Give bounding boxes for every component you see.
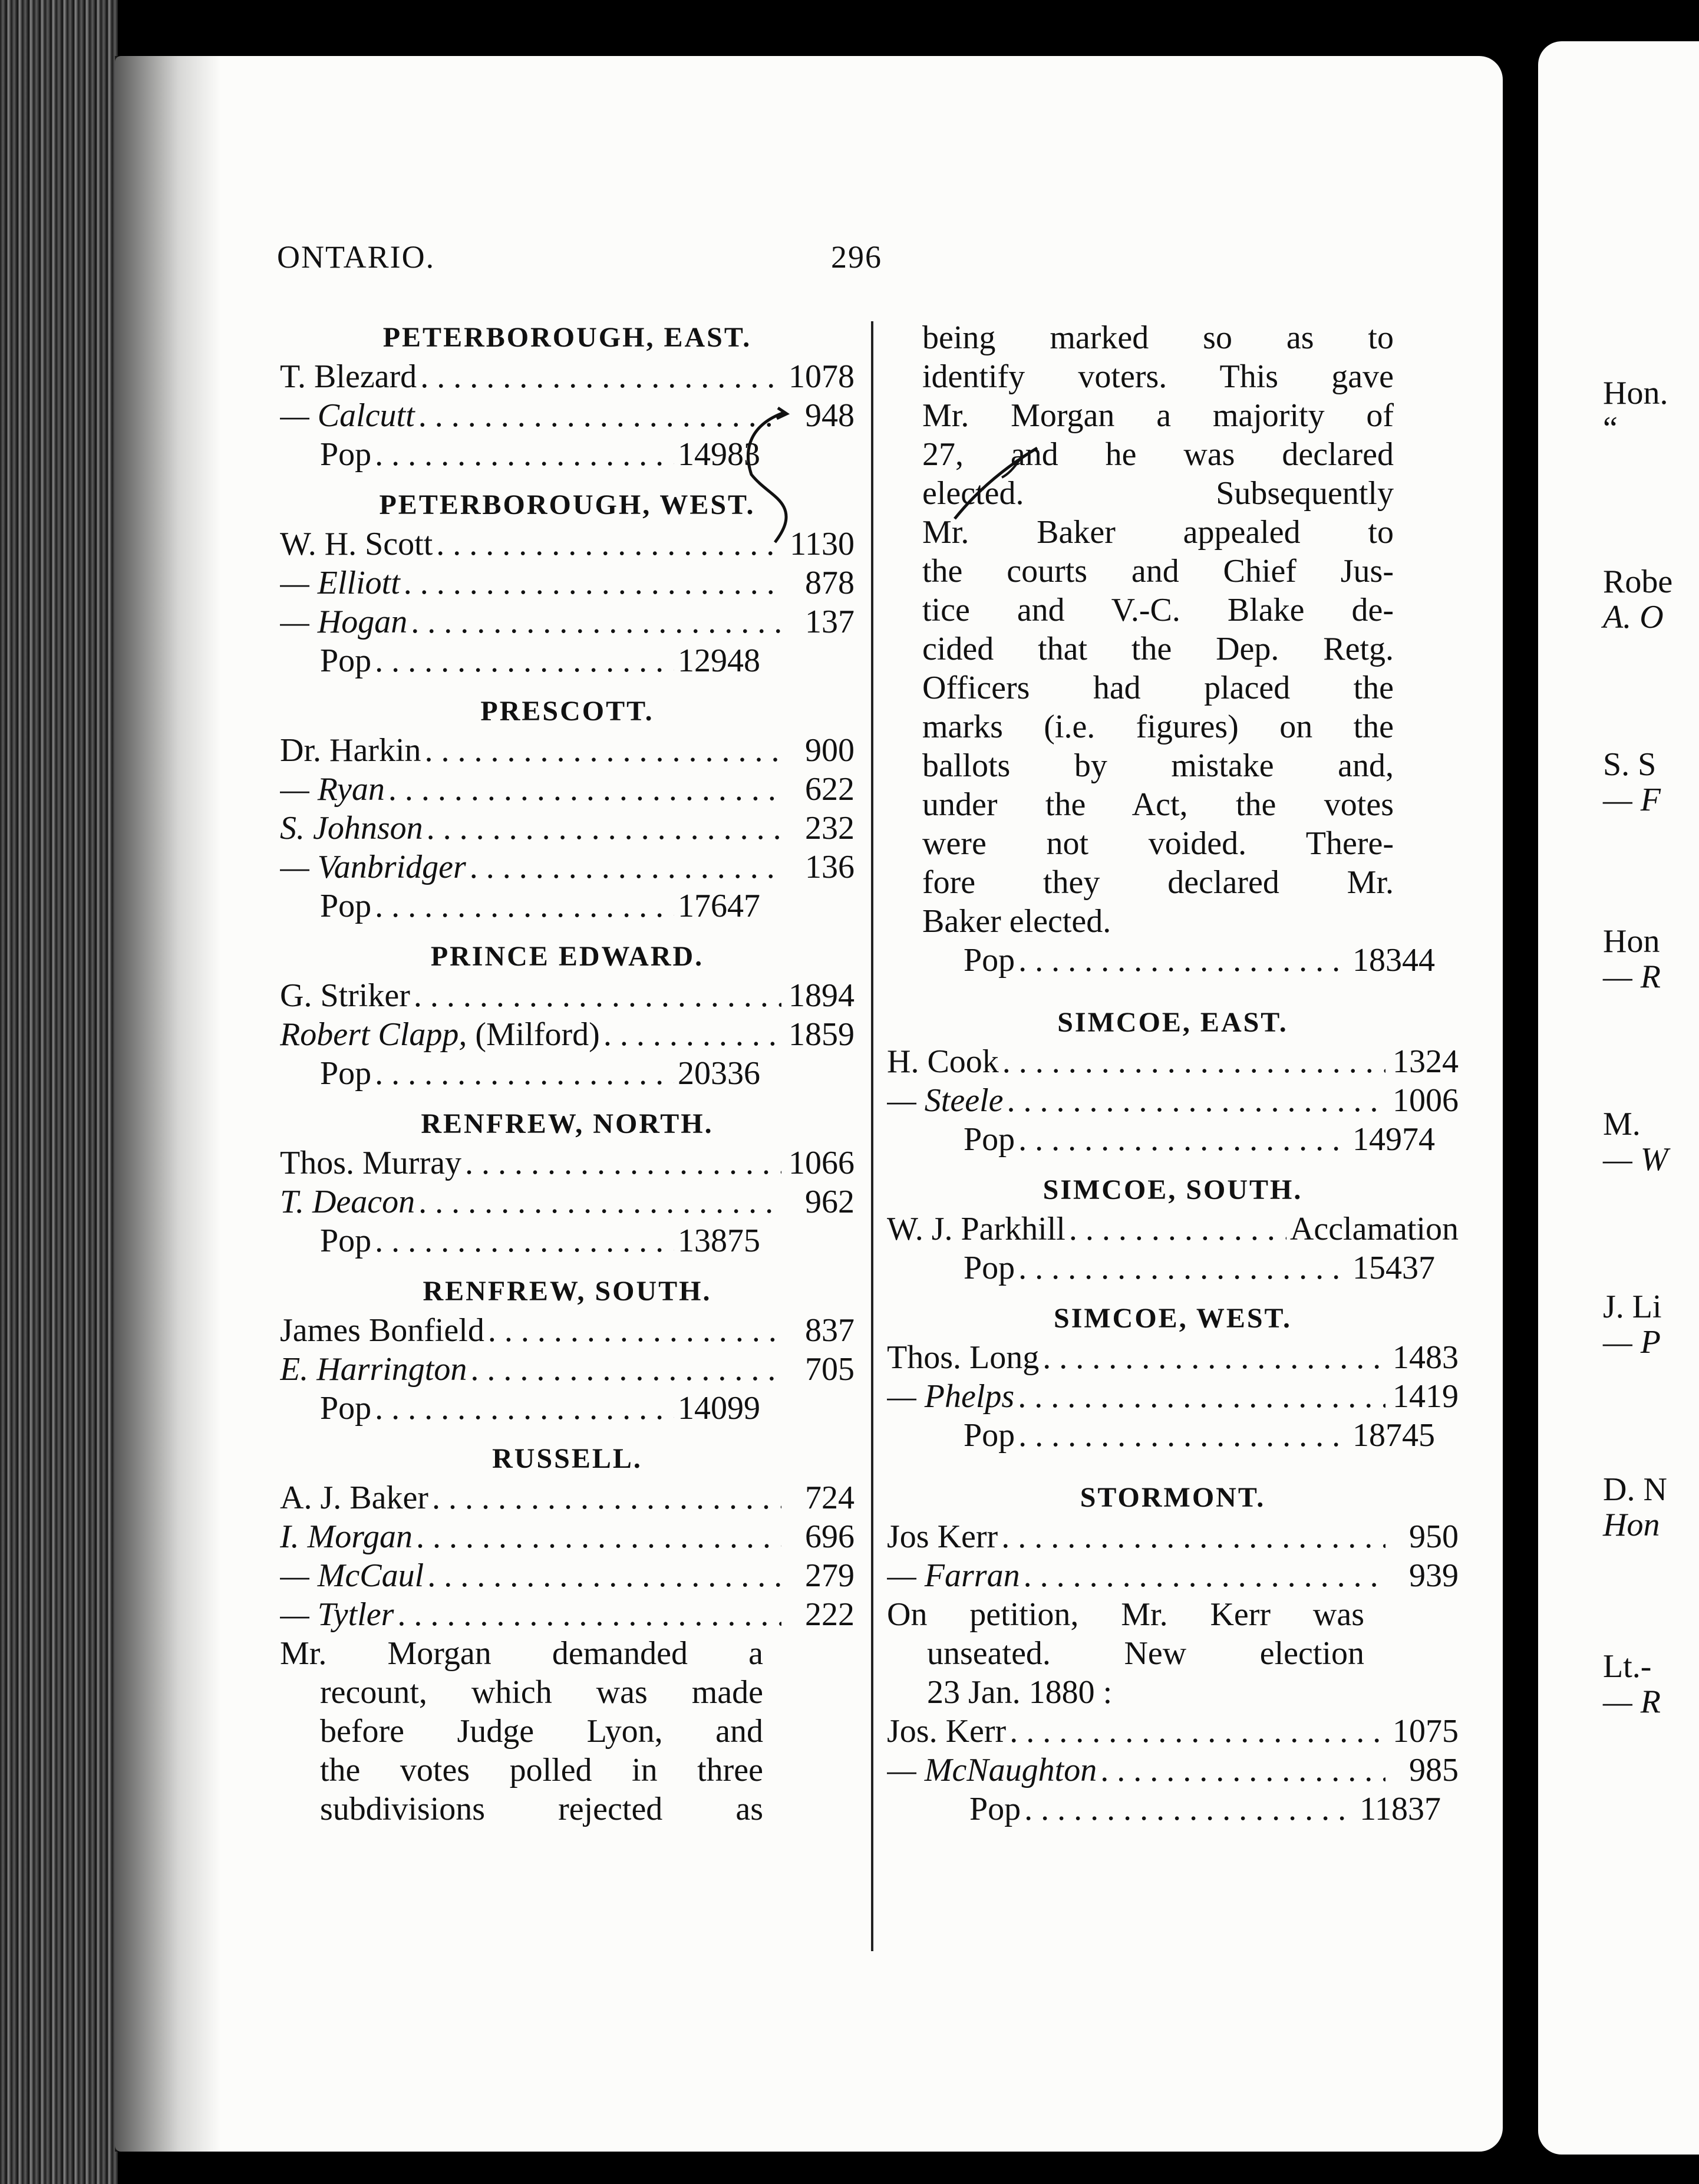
- candidate-row: [280, 731, 855, 770]
- section-heading: RENFREW, SOUTH.: [423, 1276, 712, 1307]
- candidate-name: T. Blezard: [280, 358, 417, 395]
- note-line: 27, and he was declared: [922, 436, 1394, 473]
- population-row: [969, 1790, 1441, 1829]
- section-heading: RENFREW, NORTH.: [421, 1108, 714, 1139]
- adjacent-fragment: A. O: [1603, 599, 1664, 635]
- vote-count: 696: [805, 1518, 855, 1555]
- candidate-row: [887, 1042, 1459, 1081]
- candidate-name: — Hogan: [280, 604, 408, 640]
- vote-count: 1419: [1393, 1378, 1459, 1415]
- vote-count: 705: [805, 1351, 855, 1388]
- pop-value: 20336: [678, 1055, 760, 1092]
- pop-value: 17647: [678, 888, 760, 924]
- pop-value: 15437: [1352, 1250, 1435, 1286]
- section-heading: STORMONT.: [1080, 1482, 1266, 1513]
- note-line: the courts and Chief Jus-: [922, 553, 1394, 589]
- candidate-row: [280, 1144, 855, 1182]
- candidate-name: — Vanbridger: [280, 849, 466, 885]
- section-heading: SIMCOE, SOUTH.: [1043, 1174, 1303, 1205]
- candidate-name: — Tytler: [280, 1596, 394, 1633]
- candidate-row: [280, 1478, 855, 1517]
- pop-value: 14983: [678, 436, 760, 473]
- vote-count: 985: [1409, 1752, 1459, 1788]
- vote-count: 1894: [789, 977, 855, 1014]
- candidate-row: [280, 357, 855, 396]
- population-row: [280, 641, 760, 680]
- note-line: Officers had placed the: [922, 670, 1394, 706]
- vote-count: 1066: [789, 1145, 855, 1181]
- vote-count: 962: [805, 1184, 855, 1220]
- candidate-row: [887, 1517, 1459, 1556]
- column-rule: [871, 321, 873, 1951]
- adjacent-fragment: M.: [1603, 1106, 1641, 1142]
- adjacent-fragment: Hon: [1603, 923, 1660, 960]
- candidate-name: — Elliott: [280, 565, 400, 601]
- candidate-row: [280, 848, 855, 887]
- candidate-row: [887, 1712, 1459, 1751]
- candidate-row: [280, 1517, 855, 1556]
- note-line: tice and V.-C. Blake de-: [922, 592, 1394, 628]
- candidate-row: [280, 1556, 855, 1595]
- vote-count: 222: [805, 1596, 855, 1633]
- pop-label: Pop: [964, 1417, 1015, 1454]
- candidate-name: A. J. Baker: [280, 1480, 428, 1516]
- section-heading: PETERBOROUGH, EAST.: [382, 322, 752, 353]
- adjacent-fragment: — R: [1603, 1684, 1661, 1720]
- candidate-row: [887, 1377, 1459, 1416]
- note-line: ballots by mistake and,: [922, 747, 1394, 784]
- candidate-row: [280, 1015, 855, 1054]
- note-line: being marked so as to: [922, 319, 1394, 356]
- running-head: ONTARIO.: [277, 239, 436, 275]
- pop-label: Pop: [320, 1223, 372, 1259]
- pop-label: Pop: [964, 1250, 1015, 1286]
- vote-count: 1130: [790, 526, 855, 562]
- pop-value: 18745: [1352, 1417, 1435, 1454]
- note-line: elected. Subsequently: [922, 475, 1394, 512]
- note-line: subdivisions rejected as: [320, 1791, 763, 1827]
- pop-label: Pop: [320, 1055, 372, 1092]
- note-line: marks (i.e. figures) on the: [922, 709, 1394, 745]
- section-heading: PRESCOTT.: [480, 696, 654, 727]
- vote-count: 724: [805, 1480, 855, 1516]
- vote-count: 1006: [1393, 1082, 1459, 1119]
- vote-count: 1483: [1393, 1339, 1459, 1376]
- pop-label: Pop: [320, 1390, 372, 1427]
- candidate-row: [280, 1350, 855, 1389]
- candidate-row: [280, 770, 855, 809]
- vote-count: Acclamation: [1289, 1211, 1459, 1247]
- adjacent-fragment: “: [1603, 410, 1618, 447]
- population-row: [280, 1389, 760, 1428]
- candidate-name: — Phelps: [887, 1378, 1015, 1415]
- pop-value: 11837: [1360, 1791, 1441, 1827]
- note-line: Baker elected.: [922, 903, 1111, 940]
- candidate-row: [280, 1182, 855, 1221]
- candidate-row: [887, 1751, 1459, 1790]
- pop-value: 14099: [678, 1390, 760, 1427]
- note-line: On petition, Mr. Kerr was: [887, 1596, 1364, 1633]
- section-heading: PETERBOROUGH, WEST.: [379, 489, 756, 521]
- adjacent-page: [1538, 41, 1699, 2155]
- candidate-name: James Bonfield: [280, 1312, 484, 1349]
- candidate-row: [887, 1081, 1459, 1120]
- note-line: Mr. Baker appealed to: [922, 514, 1394, 551]
- vote-count: 137: [805, 604, 855, 640]
- candidate-location: (Milford): [467, 1016, 600, 1053]
- candidate-name: — Ryan: [280, 771, 385, 808]
- candidate-name: T. Deacon: [280, 1184, 415, 1220]
- vote-count: 622: [805, 771, 855, 808]
- candidate-row: [280, 564, 855, 602]
- adjacent-fragment: — P: [1603, 1324, 1661, 1361]
- pop-label: Pop: [964, 942, 1015, 979]
- candidate-row: [887, 1556, 1459, 1595]
- section-heading: SIMCOE, WEST.: [1054, 1303, 1292, 1334]
- vote-count: 1859: [789, 1016, 855, 1053]
- candidate-name: Thos. Murray: [280, 1145, 461, 1181]
- note-line: identify voters. This gave: [922, 358, 1394, 395]
- vote-count: 1075: [1393, 1713, 1459, 1750]
- candidate-name: — Steele: [887, 1082, 1004, 1119]
- candidate-row: [280, 1595, 855, 1634]
- candidate-name: G. Striker: [280, 977, 410, 1014]
- candidate-name: — Calcutt: [280, 397, 415, 434]
- adjacent-fragment: J. Li: [1603, 1289, 1662, 1325]
- vote-count: 837: [805, 1312, 855, 1349]
- pop-value: 12948: [678, 643, 760, 679]
- note-line: fore they declared Mr.: [922, 864, 1394, 901]
- vote-count: 1324: [1393, 1043, 1459, 1080]
- note-line: Mr. Morgan demanded a: [280, 1635, 763, 1672]
- candidate-row: [280, 976, 855, 1015]
- population-row: [280, 887, 760, 925]
- adjacent-fragment: Robe: [1603, 564, 1673, 600]
- population-row: [280, 1221, 760, 1260]
- note-line: before Judge Lyon, and: [320, 1713, 763, 1750]
- candidate-name: E. Harrington: [280, 1351, 467, 1388]
- pop-label: Pop: [320, 888, 372, 924]
- right-column: [887, 318, 1459, 1829]
- candidate-name: — Farran: [887, 1557, 1020, 1594]
- candidate-row: [280, 1311, 855, 1350]
- candidate-name: Dr. Harkin: [280, 732, 421, 769]
- candidate-row: [280, 396, 855, 435]
- section-heading: SIMCOE, EAST.: [1057, 1007, 1288, 1038]
- candidate-name: — McNaughton: [887, 1752, 1097, 1788]
- pop-label: Pop: [964, 1121, 1015, 1158]
- note-line: were not voided. There-: [922, 825, 1394, 862]
- candidate-name: W. H. Scott: [280, 526, 433, 562]
- vote-count: 136: [805, 849, 855, 885]
- pop-value: 18344: [1352, 942, 1435, 979]
- population-row: [280, 1054, 760, 1093]
- candidate-row: [887, 1210, 1459, 1249]
- pop-label: Pop: [969, 1791, 1021, 1827]
- left-column: [280, 318, 855, 1829]
- vote-count: 1078: [789, 358, 855, 395]
- adjacent-fragment: D. N: [1603, 1471, 1667, 1508]
- population-row: [964, 1249, 1435, 1287]
- note-line: unseated. New election: [927, 1635, 1364, 1672]
- adjacent-fragment: — R: [1603, 958, 1661, 995]
- adjacent-fragment: Lt.-: [1603, 1648, 1652, 1685]
- adjacent-fragment: S. S: [1603, 746, 1657, 783]
- candidate-row: [280, 602, 855, 641]
- pop-value: 13875: [678, 1223, 760, 1259]
- vote-count: 279: [805, 1557, 855, 1594]
- population-row: [964, 941, 1435, 980]
- adjacent-fragment: Hon.: [1603, 375, 1668, 411]
- candidate-name: Thos. Long: [887, 1339, 1040, 1376]
- vote-count: 900: [805, 732, 855, 769]
- russell-note: [280, 1634, 763, 1829]
- candidate-name: W. J. Parkhill: [887, 1211, 1065, 1247]
- candidate-row: [280, 809, 855, 848]
- note-line: under the Act, the votes: [922, 786, 1394, 823]
- candidate-name: Jos. Kerr: [887, 1713, 1007, 1750]
- candidate-row: [280, 525, 855, 564]
- candidate-name: Robert Clapp,: [280, 1016, 467, 1053]
- candidate-name: H. Cook: [887, 1043, 999, 1080]
- note-line: 23 Jan. 1880 :: [927, 1674, 1113, 1711]
- population-row: [280, 435, 760, 474]
- stormont-note: [887, 1595, 1364, 1712]
- candidate-name: I. Morgan: [280, 1518, 413, 1555]
- vote-count: 939: [1409, 1557, 1459, 1594]
- note-line: cided that the Dep. Retg.: [922, 631, 1394, 667]
- adjacent-fragment: — F: [1603, 782, 1661, 818]
- vote-count: 878: [805, 565, 855, 601]
- adjacent-fragment: Hon: [1603, 1507, 1660, 1543]
- note-line: recount, which was made: [320, 1674, 763, 1711]
- population-row: [964, 1416, 1435, 1455]
- vote-count: 950: [1409, 1518, 1459, 1555]
- population-row: [964, 1120, 1435, 1159]
- section-heading: RUSSELL.: [492, 1443, 642, 1474]
- candidate-row: [887, 1338, 1459, 1377]
- russell-note-continued: [922, 318, 1394, 941]
- candidate-name: Jos Kerr: [887, 1518, 998, 1555]
- vote-count: 232: [805, 810, 855, 846]
- pop-label: Pop: [320, 436, 372, 473]
- pop-label: Pop: [320, 643, 372, 679]
- note-line: the votes polled in three: [320, 1752, 763, 1788]
- section-heading: PRINCE EDWARD.: [430, 941, 704, 972]
- page-number: 296: [831, 239, 882, 275]
- candidate-name: S. Johnson: [280, 810, 423, 846]
- pop-value: 14974: [1352, 1121, 1435, 1158]
- vote-count: 948: [805, 397, 855, 434]
- note-line: Mr. Morgan a majority of: [922, 397, 1394, 434]
- book-spine-edge: [0, 0, 118, 2184]
- candidate-name: — McCaul: [280, 1557, 424, 1594]
- adjacent-fragment: — W: [1603, 1141, 1668, 1178]
